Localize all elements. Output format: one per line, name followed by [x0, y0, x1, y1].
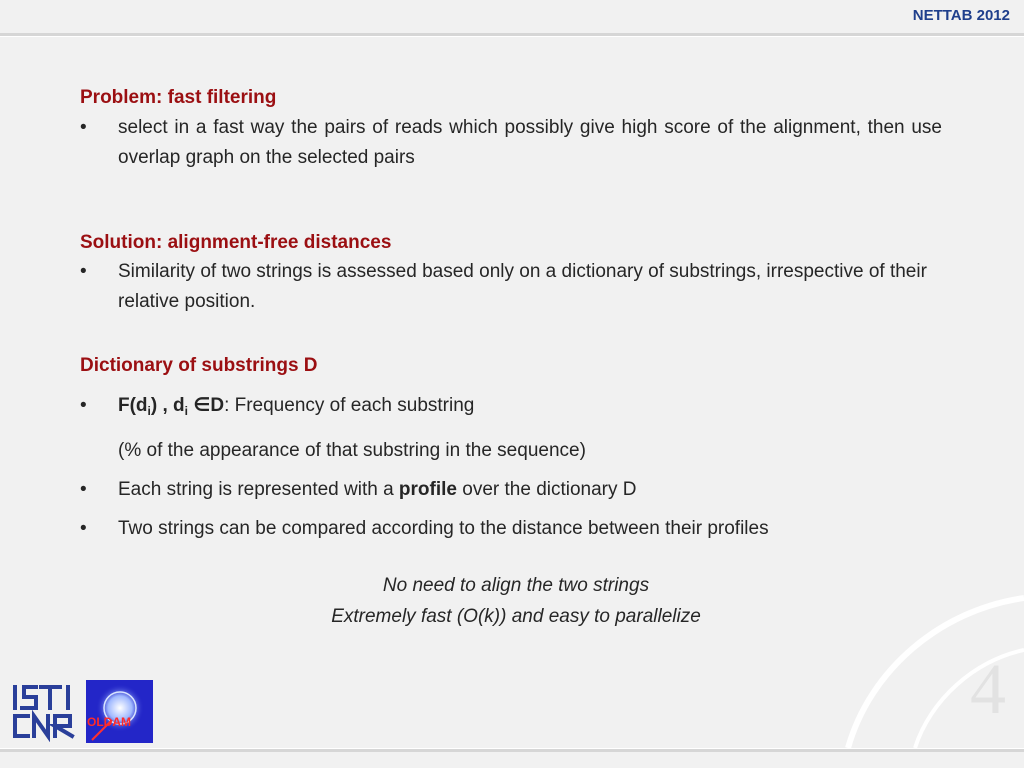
list-item — [80, 257, 942, 317]
bullet-dot: • — [80, 117, 87, 138]
problem-bullet-text: select in a fast way the pairs of reads which possibly give high score of the alignment, then use overlap graph on the selected pairs — [118, 117, 942, 168]
solution-heading: Solution: alignment-free distances — [80, 232, 392, 253]
list-item — [80, 386, 942, 431]
closing-line-2: Extremely fast (O(k)) and easy to parallelize — [331, 606, 701, 627]
oldam-glow — [86, 680, 153, 743]
frequency-symbol: $F(d_i)$ , $d_i$ ∈D — [118, 395, 225, 418]
dictionary-heading: Dictionary of substrings D — [80, 355, 318, 376]
problem-heading: Problem: fast filtering — [80, 87, 277, 108]
list-item — [80, 509, 942, 548]
bullet-dot: • — [80, 395, 87, 416]
frequency-description: : Frequency of each substring — [224, 395, 475, 416]
profile-text-after: over the dictionary D — [456, 479, 637, 500]
bullet-dot: • — [80, 261, 87, 282]
closing-statement — [0, 570, 1024, 632]
dictionary-bullets-more — [80, 470, 942, 548]
solution-bullets — [80, 257, 942, 317]
dictionary-bullets — [80, 386, 942, 431]
compare-bullet-text: Two strings can be compared according to the distance between their profiles — [118, 518, 769, 539]
oldam-logo — [86, 680, 153, 743]
solution-section — [80, 231, 942, 317]
isti-cnr-logo — [10, 682, 78, 742]
bullet-dot: • — [80, 479, 87, 500]
bullet-dot: • — [80, 518, 87, 539]
dictionary-section — [80, 354, 942, 548]
frequency-note: (% of the appearance of that substring in the sequence) — [118, 440, 586, 461]
profile-text-before: Each string is represented with a — [118, 479, 399, 500]
oldam-logo-text: OLDAM — [87, 715, 131, 729]
slide-number: 4 — [970, 649, 1006, 729]
header-divider — [0, 33, 1024, 37]
problem-bullets — [80, 113, 942, 173]
profile-term: profile — [398, 479, 457, 500]
list-item — [80, 470, 942, 509]
closing-line-1: No need to align the two strings — [382, 575, 650, 596]
solution-bullet-text: Similarity of two strings is assessed based only on a dictionary of substrings, irrespective of their relative position. — [118, 261, 927, 312]
header-title: NETTAB 2012 — [912, 7, 1010, 24]
problem-section — [80, 86, 942, 173]
footer-divider — [0, 748, 1024, 752]
list-item — [80, 113, 942, 173]
